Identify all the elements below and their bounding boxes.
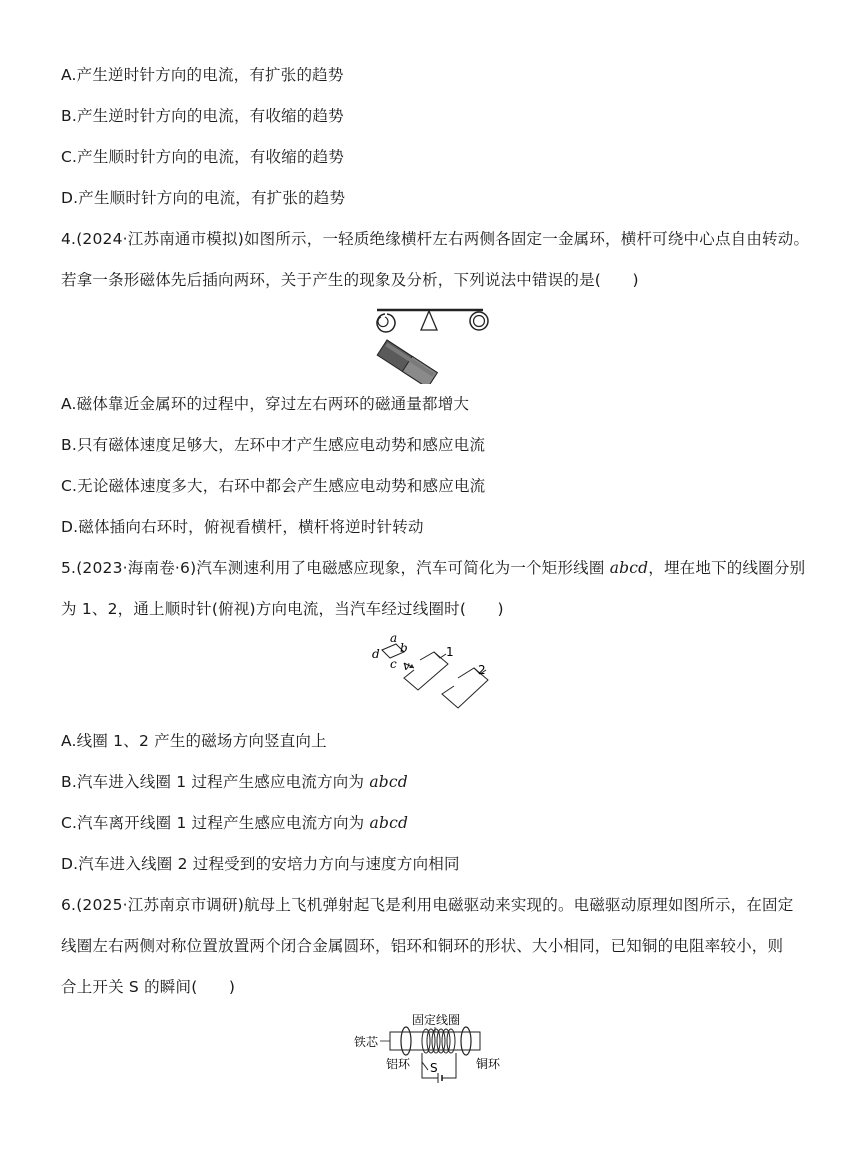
- q5-option-c-text: C.汽车离开线圈 1 过程产生感应电流方向为: [61, 814, 370, 832]
- q5-option-a: A.线圈 1、2 产生的磁场方向竖直向上: [61, 732, 327, 750]
- q5-option-c: [61, 812, 408, 834]
- q4-figure-rings-magnet: [365, 304, 495, 384]
- q5-option-b-text: B.汽车进入线圈 1 过程产生感应电流方向为: [61, 773, 370, 791]
- q4-stem-line1: 4.(2024·江苏南通市模拟)如图所示，一轻质绝缘横杆左右两侧各固定一金属环，横杆可绕中心点自由转动。: [61, 230, 810, 248]
- q6-figure-coil-rings: [350, 1010, 520, 1090]
- q3-option-b: B.产生逆时针方向的电流，有收缩的趋势: [61, 107, 344, 125]
- q5-label-v: v: [403, 659, 410, 673]
- q5-label-a: a: [390, 631, 398, 645]
- q5-stem-line1: [61, 557, 805, 579]
- q5-label-coil1: 1: [446, 645, 454, 659]
- q3-option-d: D.产生顺时针方向的电流，有扩张的趋势: [61, 189, 346, 207]
- q6-label-al: 铝环: [386, 1057, 411, 1071]
- q5-stem-text: 5.(2023·海南卷·6)汽车测速利用了电磁感应现象，汽车可简化为一个矩形线圈: [61, 559, 610, 577]
- q5-label-b: b: [400, 641, 408, 655]
- q5-label-c: c: [390, 657, 397, 671]
- q3-option-c: C.产生顺时针方向的电流，有收缩的趋势: [61, 148, 345, 166]
- q5-stem-line2: 为 1、2，通上顺时针(俯视)方向电流，当汽车经过线圈时( ): [61, 600, 504, 618]
- q6-label-cu: 铜环: [476, 1057, 501, 1071]
- q5-option-d: D.汽车进入线圈 2 过程受到的安培力方向与速度方向相同: [61, 855, 460, 873]
- q6-label-coil: 固定线圈: [412, 1013, 461, 1027]
- q6-label-switch: S: [430, 1061, 438, 1075]
- q5-figure-coils: [368, 630, 498, 718]
- q6-stem-line2: 线圈左右两侧对称位置放置两个闭合金属圆环，铝环和铜环的形状、大小相同，已知铜的电阻率较小，则: [61, 937, 784, 955]
- q5-option-b: [61, 771, 408, 793]
- q3-option-a: A.产生逆时针方向的电流，有扩张的趋势: [61, 66, 344, 84]
- q6-label-core: 铁芯: [354, 1035, 379, 1049]
- q4-option-a: A.磁体靠近金属环的过程中，穿过左右两环的磁通量都增大: [61, 395, 470, 413]
- q5-stem-text-end: ，埋在地下的线圈分别: [648, 559, 806, 577]
- q4-option-c: C.无论磁体速度多大，右环中都会产生感应电动势和感应电流: [61, 477, 486, 495]
- q5-coil-var: abcd: [609, 559, 649, 577]
- q5-option-b-var: abcd: [369, 773, 408, 791]
- q4-option-d: D.磁体插向右环时，俯视看横杆，横杆将逆时针转动: [61, 518, 424, 536]
- q5-option-c-var: abcd: [369, 814, 409, 832]
- q5-label-coil2: 2: [478, 663, 486, 677]
- q6-stem-line3: 合上开关 S 的瞬间( ): [61, 978, 236, 996]
- q4-option-b: B.只有磁体速度足够大，左环中才产生感应电动势和感应电流: [61, 436, 486, 454]
- q6-stem-line1: 6.(2025·江苏南京市调研)航母上飞机弹射起飞是利用电磁驱动来实现的。电磁驱动原理如图所示，在固定: [61, 896, 794, 914]
- q4-stem-line2: 若拿一条形磁体先后插向两环，关于产生的现象及分析，下列说法中错误的是( ): [61, 271, 639, 289]
- q5-label-d: d: [372, 647, 380, 661]
